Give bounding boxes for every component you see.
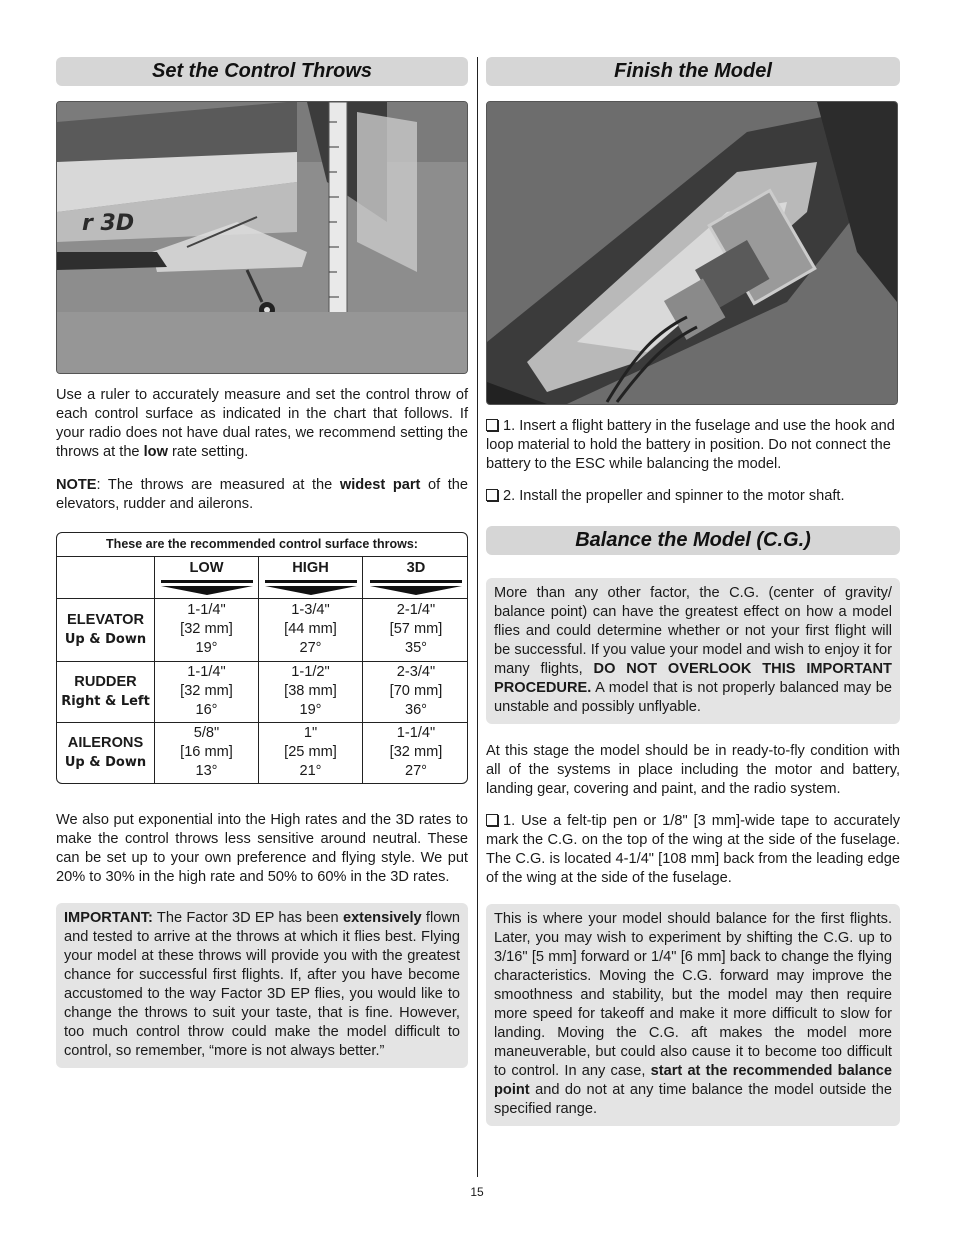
- cell: 1-1/4" [32 mm] 16°: [155, 661, 259, 722]
- page-number: 15: [470, 1185, 484, 1199]
- cell: 1-1/2" [38 mm] 19°: [259, 661, 363, 722]
- cg-step-1-text: 1. Use a felt-tip pen or 1/8" [3 mm]-wide tape to accurately mark the C.G. on the top of the wing at the side of the fuselage. The C.G. is located 4-1/4" [108 mm] back from the leading edge of the wing at the side of the fuselage.: [486, 813, 900, 886]
- intro-paragraph: [56, 386, 468, 462]
- left-column: [56, 57, 468, 1068]
- note-label: NOTE: [56, 477, 97, 493]
- balance-range-paragraph: This is where your model should balance for the first flights. Later, you may wish to experiment by shifting the C.G. up to 3/16" [5 mm] forward or 1/4" [6 mm] back to change the flying characteristics. Moving the C.G. forward may improve the smoothness and stability, but the model may then require more speed for takeoff and make it more difficult to slow for landing. Moving the C.G. aft makes the model more maneuverable, but could also cause it to become too difficult to control. In any case, start at the recommended balance point and do not at any time balance the model outside the specified range.: [494, 911, 892, 1117]
- col-low-label: LOW: [189, 560, 224, 577]
- cell: 2-1/4" [57 mm] 35°: [363, 598, 469, 661]
- bar-icon: [161, 580, 253, 583]
- row-sub: Up & Down: [64, 754, 147, 770]
- table-row-rudder: [57, 661, 468, 722]
- heading-balance-model: Balance the Model (C.G.): [486, 526, 900, 555]
- cg-warning: DO NOT OVERLOOK THIS IMPORTANT PROCEDURE.: [494, 661, 892, 696]
- checkbox-icon[interactable]: [486, 419, 498, 431]
- heading-finish-model: Finish the Model: [486, 57, 900, 86]
- bar-icon: [265, 580, 357, 583]
- note-text: : The throws are measured at the: [96, 477, 340, 493]
- corner-cell: [57, 557, 155, 598]
- row-sub: Right & Left: [61, 693, 150, 709]
- column-divider: [477, 57, 478, 1177]
- row-sub: Up & Down: [64, 631, 147, 647]
- throws-table: [56, 532, 468, 784]
- cg-step-1: [486, 812, 900, 888]
- tail-ruler-illustration: [57, 102, 467, 373]
- fuselage-battery-illustration: [487, 102, 897, 404]
- table-row-ailerons: [57, 722, 468, 783]
- tail-ruler-photo: [56, 101, 468, 374]
- balance-range-box: [486, 904, 900, 1126]
- note-widest: widest part: [339, 477, 421, 493]
- fuselage-battery-photo: [486, 101, 898, 405]
- row-head-elevator: [57, 598, 155, 661]
- important-label: IMPORTANT:: [64, 910, 153, 926]
- cell: 5/8" [16 mm] 13°: [155, 722, 259, 783]
- col-high-label: HIGH: [292, 560, 329, 577]
- finish-step-1: [486, 417, 900, 474]
- row-head-rudder: [57, 661, 155, 722]
- arrow-down-icon: [370, 586, 462, 595]
- throws-table-title: These are the recommended control surface throws:: [57, 533, 467, 557]
- important-paragraph: IMPORTANT: The Factor 3D EP has been extensively flown and tested to arrive at the throws at which it flies best. Flying your model at these throws will provide you with the greatest chance for successful first flights. If, after you have become accustomed to the way Factor 3D EP flies, you would like to change the throws to suit your taste, that is fine. However, too much control throw could make the model difficult to control, so remember, “more is not always better.”: [64, 910, 461, 1059]
- cell: 2-3/4" [70 mm] 36°: [363, 661, 469, 722]
- cell: 1-1/4" [32 mm] 27°: [363, 722, 469, 783]
- important-box: [56, 903, 468, 1068]
- col-3d: [363, 557, 469, 598]
- finish-step-1-text: 1. Insert a flight battery in the fuselage and use the hook and loop material to hold the battery in position. Do not connect the battery to the ESC while balancing the model.: [486, 418, 895, 472]
- cell: 1-1/4" [32 mm] 19°: [155, 598, 259, 661]
- bar-icon: [370, 580, 462, 583]
- row-name: ELEVATOR: [66, 611, 145, 628]
- svg-text:r 3D: r 3D: [82, 211, 135, 236]
- cell: 1" [25 mm] 21°: [259, 722, 363, 783]
- col-low: [155, 557, 259, 598]
- heading-control-throws: Set the Control Throws: [56, 57, 468, 86]
- row-head-ailerons: [57, 722, 155, 783]
- intro-low: low: [143, 444, 168, 460]
- col-high: [259, 557, 363, 598]
- note-paragraph: [56, 476, 468, 514]
- stage-paragraph: At this stage the model should be in ready-to-fly condition with all of the systems in place including the motor and battery, landing gear, covering and paint, and the radio system.: [486, 743, 900, 797]
- row-name: RUDDER: [74, 673, 137, 690]
- expo-paragraph: We also put exponential into the High rates and the 3D rates to make the control throws less sensitive around neutral. These can be set up to your own preference and flying style. We put 20% to 30% in the high rate and 50% to 60% in the 3D rates.: [56, 812, 468, 885]
- right-column: [486, 57, 900, 1126]
- intro-text: Use a ruler to accurately measure and set the control throw of each control surface as indicated in the chart that follows. If your radio does not have dual rates, we recommend setting the throws at the: [56, 387, 468, 460]
- intro-end: rate setting.: [167, 444, 249, 460]
- finish-step-2: [486, 487, 900, 506]
- finish-step-2-text: 2. Install the propeller and spinner to the motor shaft.: [503, 488, 845, 504]
- table-row-elevator: [57, 598, 468, 661]
- cg-importance-box: [486, 578, 900, 724]
- cg-importance-paragraph: More than any other factor, the C.G. (center of gravity/ balance point) can have the greatest effect on how a model flies and could determine whether or not your first flight will be successful. If you value your model and wish to enjoy it for many flights, DO NOT OVERLOOK THIS IMPORTANT PROCEDURE. A model that is not properly balanced may be unstable and possibly unflyable.: [494, 585, 892, 715]
- row-name: AILERONS: [67, 734, 144, 751]
- arrow-down-icon: [161, 586, 253, 595]
- checkbox-icon[interactable]: [486, 489, 498, 501]
- cell: 1-3/4" [44 mm] 27°: [259, 598, 363, 661]
- important-extensively: extensively: [342, 910, 422, 926]
- note-end: of the elevators, rudder and ailerons.: [56, 477, 468, 512]
- balance-emphasis: start at the recommended balance point: [494, 1063, 892, 1098]
- arrow-down-icon: [265, 586, 357, 595]
- checkbox-icon[interactable]: [486, 814, 498, 826]
- col-3d-label: 3D: [406, 560, 426, 577]
